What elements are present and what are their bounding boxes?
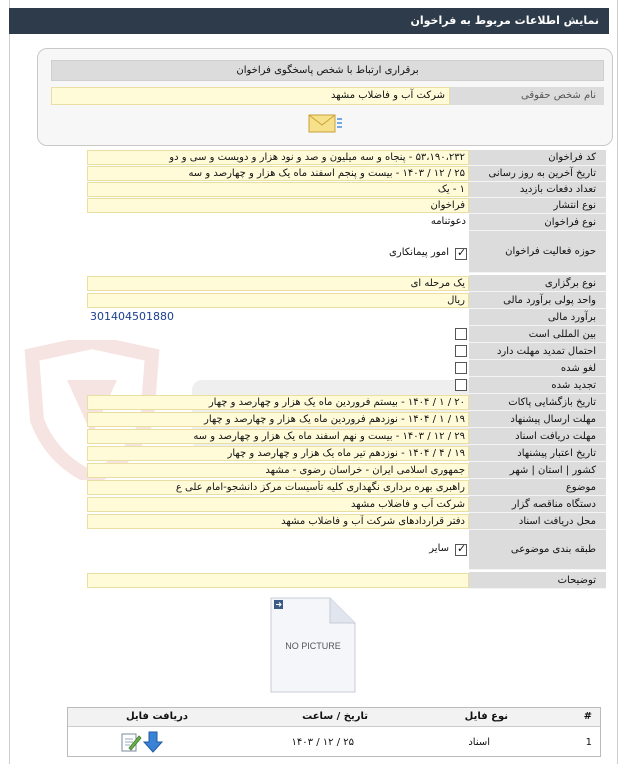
header-download: دریافت فایل — [126, 711, 188, 722]
no-picture-text: NO PICTURE — [285, 641, 341, 651]
documents-table — [67, 707, 601, 757]
doc-place-label: محل دریافت اسناد — [469, 513, 606, 530]
renewed-checkbox[interactable] — [455, 379, 467, 391]
renewed-label: تجدید شده — [469, 377, 606, 394]
currency-value: ریال — [87, 293, 469, 308]
validity-date-label: تاریخ اعتبار پیشنهاد — [469, 445, 606, 462]
subject-value: راهبری بهره برداری نگهداری کلیه تأسیسات مرکز دانشجو-امام علی ع — [87, 480, 469, 495]
row-type: اسناد — [468, 737, 490, 748]
header-datetime: تاریخ / ساعت — [302, 711, 368, 722]
estimate-label: برآورد مالی — [469, 309, 606, 326]
call-type-value: دعوتنامه — [430, 216, 466, 227]
activity-area-label: حوزه فعالیت فراخوان — [469, 231, 606, 273]
publish-type-label: نوع انتشار — [469, 198, 606, 214]
documents-table-header — [68, 708, 600, 727]
category-label: طبقه بندی موضوعی — [469, 530, 606, 570]
reopen-count-label: تعداد دفعات بازدید — [469, 182, 606, 198]
doc-place-value: دفتر قراردادهای شرکت آب و فاضلاب مشهد — [87, 514, 469, 529]
activity-area-checkbox[interactable] — [455, 248, 467, 260]
page-title: نمایش اطلاعات مربوط به فراخوان — [9, 8, 609, 34]
code-label: کد فراخوان — [469, 150, 606, 166]
validity-date-value: ۱۹ / ۴ / ۱۴۰۴ - نوزدهم تیر ماه یک هزار و چهارصد و چهار — [87, 446, 469, 461]
contact-panel-title: برقراری ارتباط با شخص پاسخگوی فراخوان — [51, 60, 604, 81]
contact-panel — [37, 48, 613, 146]
envelope-icon[interactable] — [307, 111, 343, 135]
code-value: ۵۳،۱۹۰،۲۳۲ - پنجاه و سه میلیون و صد و نود هزار و دویست و سی و دو — [87, 150, 469, 165]
row-datetime: ۲۵ / ۱۲ / ۱۴۰۳ — [291, 737, 354, 748]
opening-date-value: ۲۰ / ۱ / ۱۴۰۴ - بیستم فروردین ماه یک هزار و چهارصد و چهار — [87, 395, 469, 410]
location-label: کشور | استان | شهر — [469, 462, 606, 479]
holding-type-label: نوع برگزاری — [469, 275, 606, 292]
description-value — [87, 573, 469, 588]
header-num: # — [583, 711, 592, 722]
category-text: سایر — [429, 543, 449, 554]
no-picture-image — [270, 597, 356, 693]
receive-deadline-value: ۲۹ / ۱۲ / ۱۴۰۳ - بیست و نهم اسفند ماه یک هزار و چهارصد و سه — [87, 429, 469, 444]
category-checkbox[interactable] — [455, 544, 467, 556]
receive-deadline-label: مهلت دریافت اسناد — [469, 428, 606, 445]
opening-date-label: تاریخ بازگشایی پاکات — [469, 394, 606, 411]
location-value: جمهوری اسلامی ایران - خراسان رضوی - مشهد — [87, 463, 469, 478]
international-label: بین المللی است — [469, 326, 606, 343]
organizer-label: دستگاه مناقصه گزار — [469, 496, 606, 513]
row-num: 1 — [585, 737, 592, 748]
extension-checkbox[interactable] — [455, 345, 467, 357]
last-update-label: تاریخ آخرین به روز رسانی — [469, 166, 606, 182]
estimate-value: 301404501880 — [90, 310, 174, 323]
description-label: توضیحات — [469, 572, 606, 589]
call-type-label: نوع فراخوان — [469, 214, 606, 231]
extension-label: احتمال تمدید مهلت دارد — [469, 343, 606, 360]
submit-deadline-value: ۱۹ / ۱ / ۱۴۰۴ - نوزدهم فروردین ماه یک هزار و چهارصد و چهار — [87, 412, 469, 427]
reopen-count-value: ۱ - یک — [87, 182, 469, 197]
download-arrow-icon[interactable] — [142, 730, 164, 754]
header-type: نوع فایل — [464, 711, 508, 722]
contact-value: شرکت آب و فاضلاب مشهد — [51, 87, 450, 105]
contact-label: نام شخص حقوقی — [450, 87, 604, 105]
submit-deadline-label: مهلت ارسال پیشنهاد — [469, 411, 606, 428]
cancelled-label: لغو شده — [469, 360, 606, 377]
publish-type-value: فراخوان — [87, 198, 469, 213]
cancelled-checkbox[interactable] — [455, 362, 467, 374]
activity-area-text: امور پیمانکاری — [389, 247, 449, 258]
international-checkbox[interactable] — [455, 328, 467, 340]
last-update-value: ۲۵ / ۱۲ / ۱۴۰۳ - بیست و پنجم اسفند ماه یک هزار و چهارصد و سه — [87, 166, 469, 181]
organizer-value: شرکت آب و فاضلاب مشهد — [87, 497, 469, 512]
holding-type-value: یک مرحله ای — [87, 276, 469, 291]
table-row — [68, 728, 600, 757]
edit-document-icon[interactable] — [120, 731, 142, 753]
currency-label: واحد پولی برآورد مالی — [469, 292, 606, 309]
subject-label: موضوع — [469, 479, 606, 496]
